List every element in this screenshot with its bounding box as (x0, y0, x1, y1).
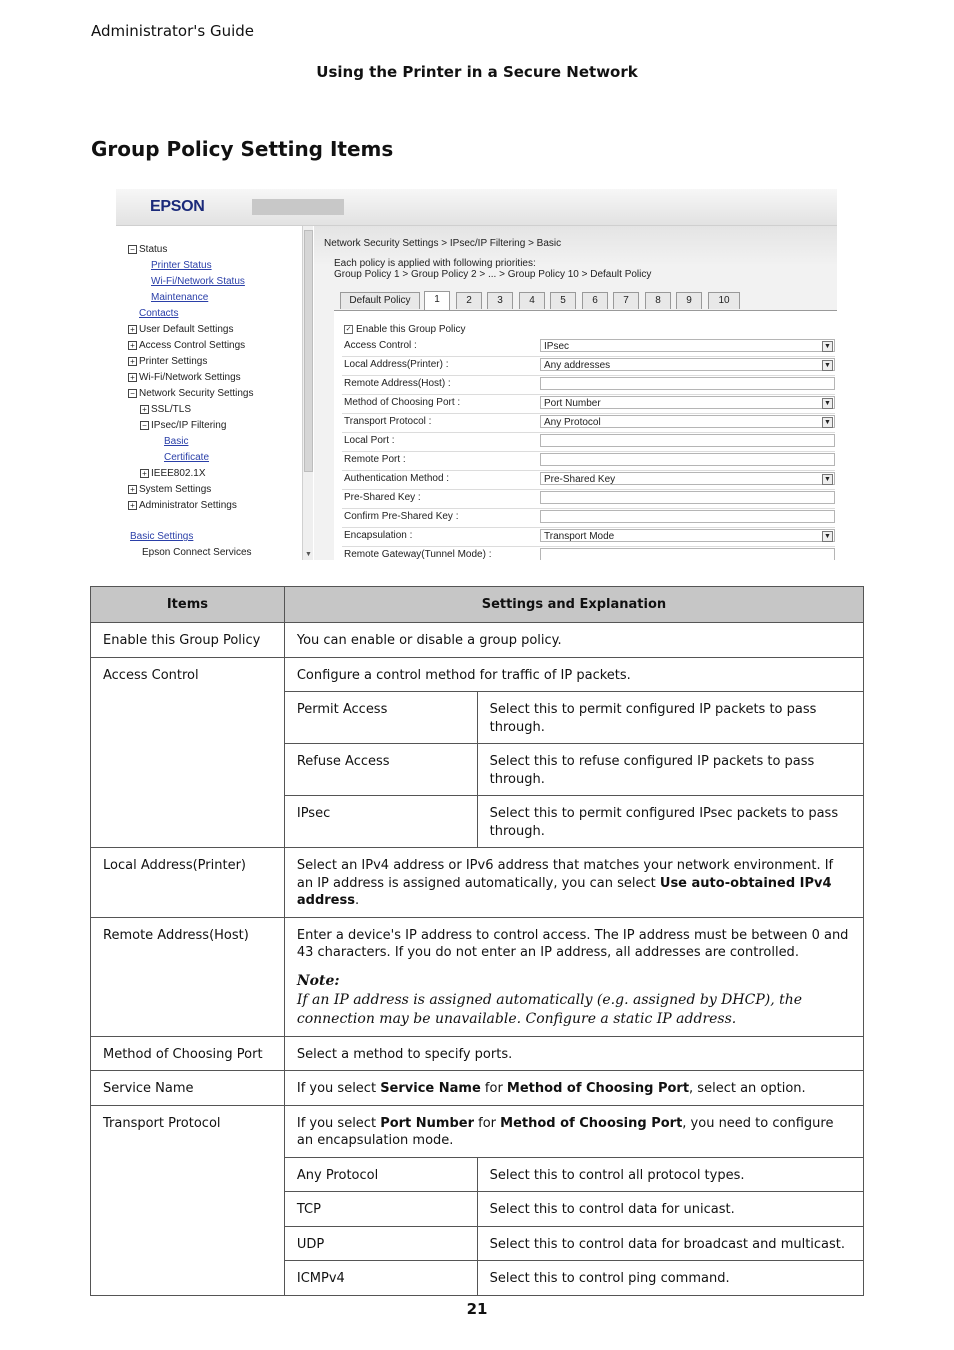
intro-line-1: Each policy is applied with following priorities: (334, 258, 536, 269)
settings-content (314, 226, 837, 560)
row-transport-protocol (342, 413, 835, 433)
row-encapsulation (342, 527, 835, 547)
screenshot-header (116, 189, 837, 226)
encapsulation-select[interactable]: Transport Mode ▼ (540, 529, 835, 542)
nav-ipsec-filtering[interactable]: − IPsec/IP Filtering (140, 420, 226, 431)
field-label: Authentication Method : (344, 473, 450, 484)
explanation-cell: If you select Service Name for Method of Choosing Port, select an option. (284, 1071, 863, 1106)
tab-default-policy[interactable]: Default Policy (340, 292, 420, 309)
expand-icon: + (128, 325, 137, 334)
table-row (91, 1105, 864, 1157)
field-label: Access Control : (344, 340, 417, 351)
explanation-cell: Select a method to specify ports. (284, 1036, 863, 1071)
nav-wifi-network[interactable]: + Wi-Fi/Network Settings (128, 372, 241, 383)
running-head: Administrator's Guide (91, 22, 255, 40)
nav-printer-settings[interactable]: + Printer Settings (128, 356, 207, 367)
nav-scrollbar[interactable] (302, 226, 313, 560)
tab-policy-9[interactable]: 9 (676, 292, 702, 309)
item-cell: Service Name (91, 1071, 285, 1106)
breadcrumb: Network Security Settings > IPsec/IP Filtering > Basic (324, 238, 562, 249)
enable-group-policy[interactable]: ✓ Enable this Group Policy (345, 324, 466, 335)
transport-protocol-select[interactable]: Any Protocol ▼ (540, 415, 835, 428)
table-row (91, 1071, 864, 1106)
explanation-cell: If you select Port Number for Method of Choosing Port, you need to configure an encapsulation mode. (284, 1105, 863, 1157)
dropdown-icon: ▼ (822, 531, 833, 542)
section-title: Using the Printer in a Secure Network (316, 63, 638, 81)
field-label: Pre-Shared Key : (344, 492, 421, 503)
nav-access-control[interactable]: + Access Control Settings (128, 340, 245, 351)
note-text: If an IP address is assigned automatically (e.g. assigned by DHCP), the connection may be unavailable. Configure a static IP address. (296, 991, 803, 1027)
nav-contacts[interactable]: Contacts (139, 308, 179, 319)
tab-policy-7[interactable]: 7 (613, 292, 639, 309)
collapse-icon: − (128, 389, 137, 398)
header-items: Items (91, 587, 285, 623)
row-auth-method (342, 470, 835, 490)
field-label: Remote Address(Host) : (344, 378, 451, 389)
option-name: Permit Access (284, 692, 477, 744)
expand-icon: + (128, 357, 137, 366)
table-row (91, 917, 864, 1036)
field-label: Local Port : (344, 435, 395, 446)
item-cell: Access Control (91, 657, 285, 848)
table-row (91, 657, 864, 692)
dropdown-icon: ▼ (822, 398, 833, 409)
expand-icon: + (128, 341, 137, 350)
model-name-blurred (252, 199, 344, 215)
tab-policy-5[interactable]: 5 (550, 292, 576, 309)
table-row (91, 848, 864, 918)
pre-shared-key-input[interactable] (540, 491, 835, 504)
web-config-screenshot (116, 189, 837, 560)
remote-address-input[interactable] (540, 377, 835, 390)
option-name: ICMPv4 (284, 1261, 477, 1296)
collapse-icon: − (140, 421, 149, 430)
tab-policy-8[interactable]: 8 (645, 292, 671, 309)
expand-icon: + (128, 373, 137, 382)
explanation-cell: Select an IPv4 address or IPv6 address that matches your network environment. If an IP address is assigned automatically, you can select Use auto-obtained IPv4 address. (284, 848, 863, 918)
option-desc: Select this to permit configured IPsec packets to pass through. (477, 796, 863, 848)
intro-line-2: Group Policy 1 > Group Policy 2 > ... > Group Policy 10 > Default Policy (334, 269, 652, 280)
screenshot-nav-tree (116, 226, 302, 560)
nav-wifi-status[interactable]: Wi-Fi/Network Status (151, 276, 245, 287)
nav-admin-settings[interactable]: + Administrator Settings (128, 500, 237, 511)
nav-epson-connect[interactable]: Epson Connect Services (142, 547, 252, 558)
tab-policy-1[interactable]: 1 (424, 291, 450, 310)
expand-icon: + (128, 501, 137, 510)
field-label: Method of Choosing Port : (344, 397, 461, 408)
remote-gateway-input[interactable] (540, 548, 835, 560)
page-number: 21 (466, 1300, 488, 1318)
field-label: Remote Port : (344, 454, 406, 465)
option-desc: Select this to permit configured IP packets to pass through. (477, 692, 863, 744)
option-desc: Select this to control data for broadcast and multicast. (477, 1226, 863, 1261)
option-name: IPsec (284, 796, 477, 848)
method-port-select[interactable]: Port Number ▼ (540, 396, 835, 409)
settings-table (90, 586, 864, 1296)
tab-policy-6[interactable]: 6 (582, 292, 608, 309)
field-label: Encapsulation : (344, 530, 413, 541)
nav-scroll-thumb[interactable] (304, 230, 313, 472)
dropdown-icon: ▼ (822, 360, 833, 371)
field-label: Transport Protocol : (344, 416, 432, 427)
row-access-control (342, 337, 835, 357)
explanation-cell: Configure a control method for traffic of IP packets. (284, 657, 863, 692)
tab-policy-3[interactable]: 3 (487, 292, 513, 309)
access-control-select[interactable]: IPsec ▼ (540, 339, 835, 352)
item-cell: Enable this Group Policy (91, 623, 285, 658)
explanation-text: Enter a device's IP address to control access. The IP address must be between 0 and 43 characters. If you do not enter an IP address, all addresses are controlled. (296, 927, 849, 960)
option-name: Any Protocol (284, 1157, 477, 1192)
row-local-address (342, 356, 835, 376)
item-cell: Method of Choosing Port (91, 1036, 285, 1071)
priority-intro (334, 258, 651, 280)
row-remote-address (342, 375, 835, 395)
row-pre-shared-key (342, 489, 835, 509)
table-header-row (91, 587, 864, 623)
nav-user-default[interactable]: + User Default Settings (128, 324, 234, 335)
local-address-select[interactable]: Any addresses ▼ (540, 358, 835, 371)
nav-certificate[interactable]: Certificate (164, 452, 210, 463)
field-label: Confirm Pre-Shared Key : (344, 511, 459, 522)
dropdown-icon: ▼ (822, 474, 833, 485)
option-name: Refuse Access (284, 744, 477, 796)
nav-ssl-tls[interactable]: + SSL/TLS (140, 404, 191, 415)
tab-policy-4[interactable]: 4 (519, 292, 545, 309)
row-local-port (342, 432, 835, 452)
tab-policy-2[interactable]: 2 (456, 292, 482, 309)
field-label: Local Address(Printer) : (344, 359, 449, 370)
row-remote-gateway (342, 546, 835, 560)
option-name: UDP (284, 1226, 477, 1261)
scroll-down-icon[interactable]: ▼ (305, 551, 312, 558)
item-cell: Remote Address(Host) (91, 917, 285, 1036)
local-port-input[interactable] (540, 434, 835, 447)
auth-method-select[interactable]: Pre-Shared Key ▼ (540, 472, 835, 485)
option-desc: Select this to control data for unicast. (477, 1192, 863, 1227)
header-settings: Settings and Explanation (284, 587, 863, 623)
option-desc: Select this to control all protocol types. (477, 1157, 863, 1192)
nav-basic-settings[interactable]: Basic Settings (130, 531, 194, 542)
item-cell: Transport Protocol (91, 1105, 285, 1295)
option-desc: Select this to control ping command. (477, 1261, 863, 1296)
table-row (91, 1036, 864, 1071)
nav-maintenance[interactable]: Maintenance (151, 292, 209, 303)
confirm-key-input[interactable] (540, 510, 835, 523)
row-method-port (342, 394, 835, 414)
item-cell: Local Address(Printer) (91, 848, 285, 918)
page-heading: Group Policy Setting Items (91, 137, 394, 161)
table-row (91, 623, 864, 658)
tab-policy-10[interactable]: 10 (708, 292, 740, 309)
explanation-cell: You can enable or disable a group policy. (284, 623, 863, 658)
option-name: TCP (284, 1192, 477, 1227)
collapse-icon: − (128, 245, 137, 254)
dropdown-icon: ▼ (822, 341, 833, 352)
note-title: Note: (296, 972, 340, 989)
option-desc: Select this to refuse configured IP packets to pass through. (477, 744, 863, 796)
nav-status[interactable]: − Status (128, 244, 167, 255)
explanation-cell (284, 917, 863, 1036)
expand-icon: + (140, 405, 149, 414)
nav-ieee8021x[interactable]: + IEEE802.1X (140, 468, 205, 479)
checkbox-checked-icon[interactable]: ✓ (345, 325, 352, 333)
nav-printer-status[interactable]: Printer Status (151, 260, 212, 271)
nav-system-settings[interactable]: + System Settings (128, 484, 211, 495)
epson-logo: EPSON (150, 198, 205, 215)
policy-panel (334, 310, 837, 560)
dropdown-icon: ▼ (822, 417, 833, 428)
row-confirm-key (342, 508, 835, 528)
nav-network-security[interactable]: − Network Security Settings (128, 388, 254, 399)
expand-icon: + (140, 469, 149, 478)
remote-port-input[interactable] (540, 453, 835, 466)
field-label: Remote Gateway(Tunnel Mode) : (344, 549, 492, 560)
nav-basic[interactable]: Basic (164, 436, 189, 447)
expand-icon: + (128, 485, 137, 494)
row-remote-port (342, 451, 835, 471)
